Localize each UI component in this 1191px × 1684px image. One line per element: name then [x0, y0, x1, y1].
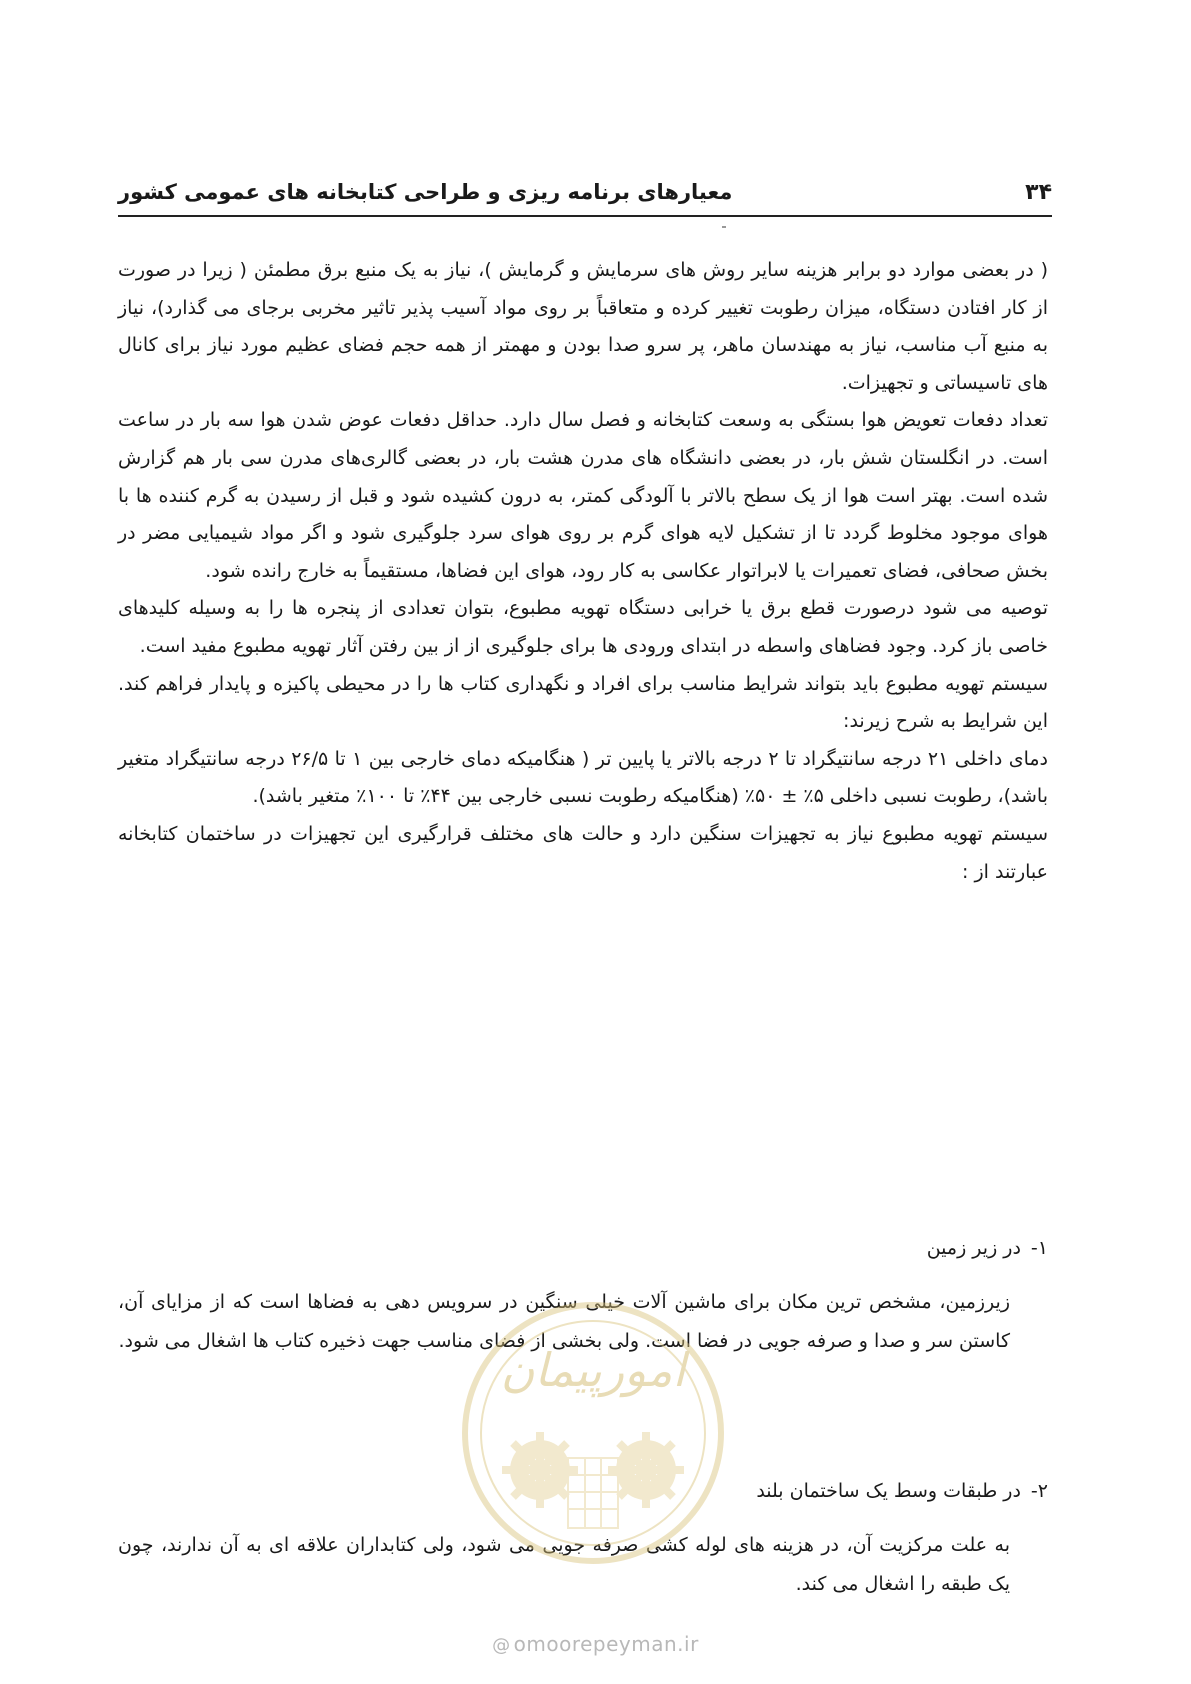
list-item-heading: [118, 1476, 1048, 1506]
list-item-heading: [118, 1233, 1048, 1263]
list-item: [118, 1233, 1048, 1361]
paragraph: سیستم تهویه مطبوع نیاز به تجهیزات سنگین دارد و حالت های مختلف قرارگیری این تجهیزات در ساختمان کتابخانه عبارتند از :: [118, 822, 1048, 883]
book-title: معیارهای برنامه ریزی و طراحی کتابخانه های عمومی کشور: [118, 180, 733, 204]
scan-speck: [722, 226, 726, 228]
paragraph: تعداد دفعات تعویض هوا بستگی به وسعت کتابخانه و فصل سال دارد. حداقل دفعات عوض شدن هوا سه بار در ساعت است. در انگلستان شش بار، در بعضی دانشگاه های مدرن هشت بار، در بعضی گالری‌های مدرن سی بار هم گزارش شده است. بهتر است هوا از یک سطح بالاتر با آلودگی کمتر، به درون کشیده شود و قبل از رسیدن به گرم کننده ها با هوای موجود مخلوط گردد تا از تشکیل لایه هوای گرم بر روی هوای سرد جلوگیری شود و اگر مواد شیمیایی مضر در بخش صحافی، فضای تعمیرات یا لابراتوار عکاسی به کار رود، هوای این فضاها، مستقیماً به خارج رانده شود.: [118, 409, 1048, 582]
list-item-body: زیرزمین، مشخص ترین مکان برای ماشین آلات خیلی سنگین در سرویس دهی به فضاها است که از مزایای آن، کاستن سر و صدا و صرفه جویی در فضا است. ولی بخشی از فضای مناسب جهت ذخیره کتاب ها اشغال می شود.: [118, 1291, 1010, 1352]
watermark-seal-text: امورپیمان: [500, 1343, 686, 1397]
list-item-number: ۲-: [1030, 1480, 1048, 1502]
at-icon: @: [492, 1635, 511, 1656]
watermark-url-text: omoorepeyman.ir: [513, 1632, 699, 1656]
list-item: [118, 1476, 1048, 1604]
body-text: [118, 252, 1048, 891]
list-item-title: در زیر زمین: [926, 1237, 1021, 1259]
paragraph: سیستم تهویه مطبوع باید بتواند شرایط مناسب برای افراد و نگهداری کتاب ها را در محیطی پاکیزه و پایدار فراهم کند. این شرایط به شرح زیرند:: [118, 672, 1048, 733]
page-number: ۳۴: [1025, 180, 1052, 205]
list-item-title: در طبقات وسط یک ساختمان بلند: [756, 1480, 1021, 1502]
list-item-number: ۱-: [1030, 1237, 1048, 1259]
paragraph: ( در بعضی موارد دو برابر هزینه سایر روش های سرمایش و گرمایش )، نیاز به یک منبع برق مطمئن ( زیرا در صورت از کار افتادن دستگاه، میزان رطوبت تغییر کرده و متعاقباً بر روی مواد آسیب پذیر تاثیر مخربی برجای می گذارد)، نیاز به منبع آب مناسب، نیاز به مهندسان ماهر، پر سرو صدا بودن و مهمتر از همه حجم فضای عظیم مورد نیاز برای کانال های تاسیساتی و تجهیزات.: [118, 259, 1048, 394]
list-item-body: به علت مرکزیت آن، در هزینه های لوله کشی صرفه جویی می شود، ولی کتابداران علاقه ای به آن ندارند، چون یک طبقه را اشغال می کند.: [118, 1534, 1010, 1595]
paragraph: توصیه می شود درصورت قطع برق یا خرابی دستگاه تهویه مطبوع، بتوان تعدادی از پنجره ها را به وسیله کلیدهای خاصی باز کرد. وجود فضاهای واسطه در ابتدای ورودی ها برای جلوگیری از از بین رفتن آثار تهویه مطبوع مفید است.: [118, 597, 1048, 657]
header-divider: [118, 215, 1052, 217]
paragraph: دمای داخلی ۲۱ درجه سانتیگراد تا ۲ درجه بالاتر یا پایین تر ( هنگامیکه دمای خارجی بین ۱ تا ۲۶/۵ درجه سانتیگراد متغیر باشد)، رطوبت نسبی داخلی ۵٪ ± ۵۰٪ (هنگامیکه رطوبت نسبی خارجی بین ۴۴٪ تا ۱۰۰٪ متغیر باشد).: [118, 747, 1049, 808]
running-header: [118, 178, 1052, 214]
watermark-url: [0, 1632, 1191, 1656]
